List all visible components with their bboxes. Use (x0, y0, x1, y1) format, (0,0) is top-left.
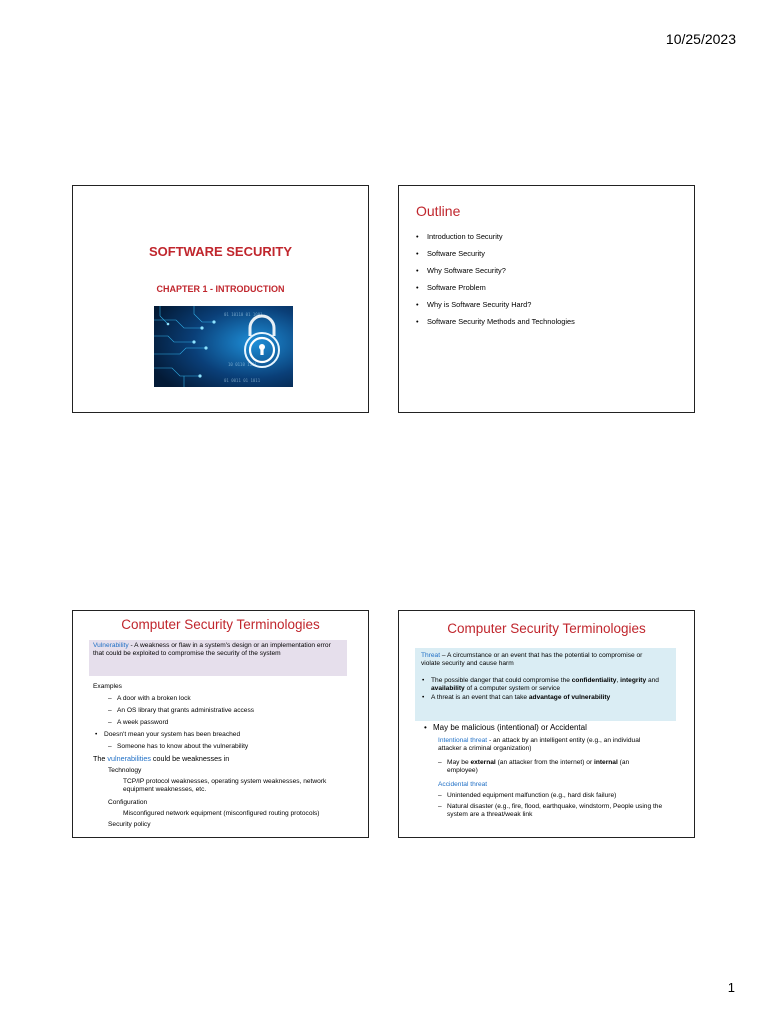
svg-text:10 0110 1101: 10 0110 1101 (228, 362, 257, 367)
text-span: could be weaknesses in (150, 754, 230, 763)
list-item: • Doesn't mean your system has been breached (104, 731, 240, 739)
slide-heading: Computer Security Terminologies (447, 621, 646, 636)
text-span: of a computer system or service (464, 685, 561, 693)
configuration-label: Configuration (108, 799, 148, 806)
list-item (447, 759, 657, 776)
slide-heading: Computer Security Terminologies (121, 617, 320, 632)
list-item: – A week password (117, 719, 168, 727)
term-vulnerability: Vulnerability (93, 642, 129, 649)
list-item: • Software Problem (416, 284, 575, 292)
policy-label: Security policy (108, 821, 151, 828)
padlock-circuit-image (154, 306, 293, 387)
definition-text: – A circumstance or an event that has the potential to compromise or violate security and cause harm (421, 652, 643, 668)
term-vulnerabilities: vulnerabilities (107, 754, 151, 763)
technology-text: TCP/IP protocol weaknesses, operating system weaknesses, network equipment weaknesses, etc. (123, 778, 327, 794)
definition-box (415, 648, 676, 721)
list-item: – Unintended equipment malfunction (e.g., hard disk failure) (447, 792, 677, 800)
svg-text:01 0011 01 1011: 01 0011 01 1011 (224, 378, 261, 383)
text-span: availability (431, 685, 465, 693)
text-span: integrity (620, 676, 647, 684)
text-span: - an attack by an intelligent entity (e.g., an individual attacker a criminal organization) (438, 737, 641, 753)
list-item: – An OS library that grants administrative access (117, 707, 254, 715)
text-span: (an employee) (447, 759, 630, 775)
text-span: internal (593, 759, 618, 766)
slide-title (72, 185, 369, 413)
weaknesses-line (93, 755, 229, 763)
list-item (431, 694, 670, 702)
list-item: – Natural disaster (e.g., fire, flood, earthquake, windstorm, People using the system are a threat/weak link (447, 803, 677, 820)
list-item: • Software Security (416, 250, 575, 258)
text-span: May be (447, 759, 471, 766)
examples-label: Examples (93, 683, 122, 690)
list-item: • Why is Software Security Hard? (416, 301, 575, 309)
list-item (431, 677, 666, 694)
text-span: external (470, 759, 496, 766)
configuration-text: Misconfigured network equipment (misconfigured routing protocols) (123, 810, 320, 817)
text-span: The possible danger that could compromise the (431, 676, 572, 684)
technology-label: Technology (108, 767, 142, 774)
list-item: – Someone has to know about the vulnerability (117, 743, 248, 751)
slide-threat (398, 610, 695, 838)
list-item: • Software Security Methods and Technologies (416, 318, 575, 326)
list-item: • Introduction to Security (416, 233, 575, 241)
text-span: (an attacker from the internet) or (495, 759, 594, 766)
text-span: The (93, 754, 108, 763)
text-span: advantage of vulnerability (528, 693, 611, 701)
svg-text:01 10110 01 1001: 01 10110 01 1001 (224, 312, 263, 317)
text-span: A threat is an event that can take (431, 693, 529, 701)
term-threat: Threat (421, 652, 441, 659)
page-number: 1 (727, 980, 735, 995)
list-item: • May be malicious (intentional) or Accidental (433, 724, 587, 732)
slide-outline (398, 185, 695, 413)
list-item: • Why Software Security? (416, 267, 575, 275)
slide-subtitle: CHAPTER 1 - INTRODUCTION (156, 284, 285, 294)
accidental-label: Accidental threat (438, 781, 488, 788)
text-span: confidentiality (571, 676, 617, 684)
threat-definition (421, 652, 661, 669)
text-span: and (646, 676, 659, 684)
definition-text: - A weakness or flaw in a system's design or an implementation error that could be exploited to compromise the security of the system (93, 642, 331, 658)
list-item: – A door with a broken lock (117, 695, 191, 703)
term-intentional-threat: Intentional threat (438, 737, 488, 744)
slide-title-heading: SOFTWARE SECURITY (148, 244, 292, 259)
document-date: 10/25/2023 (665, 31, 736, 47)
slide-vulnerability (72, 610, 369, 838)
outline-list (416, 233, 575, 335)
definition-box (89, 640, 347, 676)
slide-heading: Outline (416, 203, 461, 219)
intentional-text (438, 737, 648, 754)
text-span: , (616, 676, 621, 684)
